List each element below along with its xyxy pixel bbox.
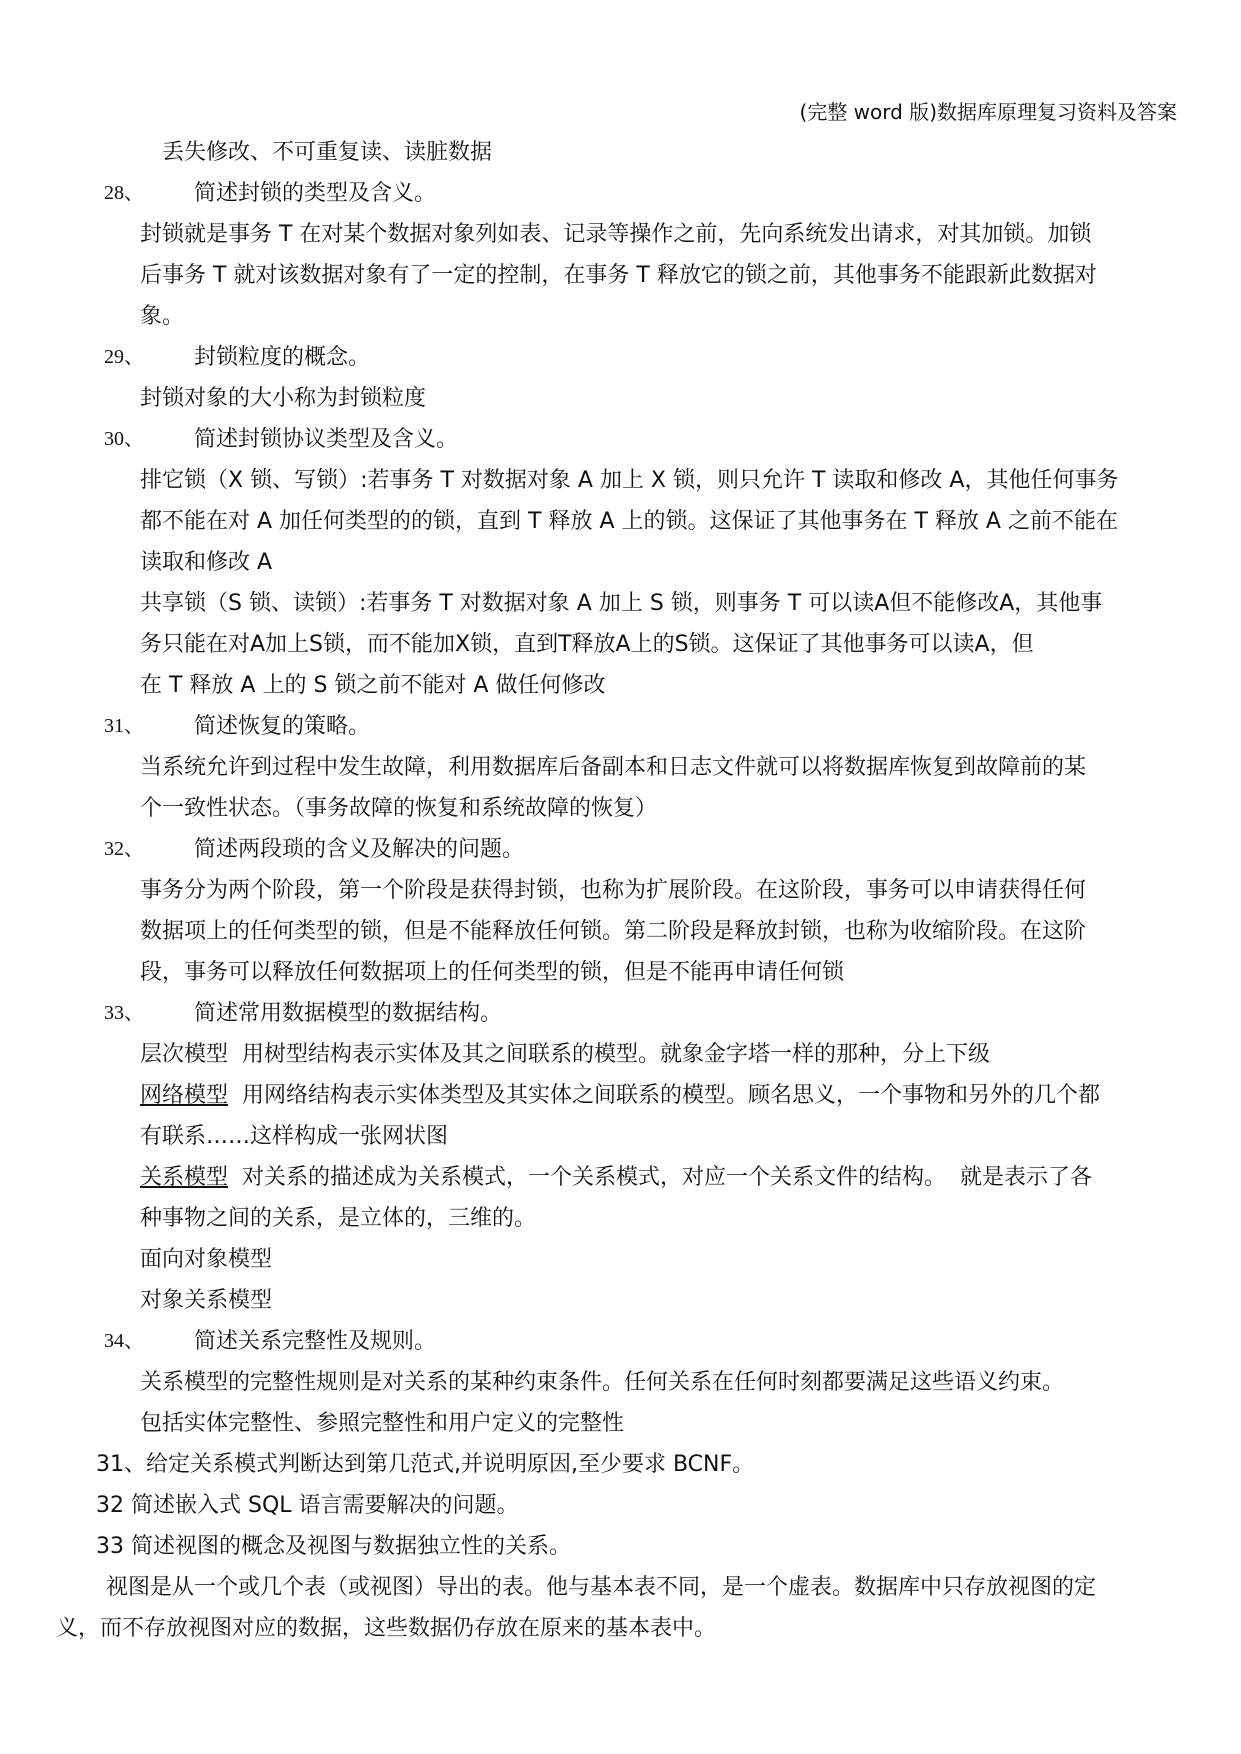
answer-line: 事务分为两个阶段，第一个阶段是获得封锁，也称为扩展阶段。在这阶段，事务可以申请获得任何 [140, 878, 1087, 903]
question-heading [96, 706, 1186, 747]
model-description [96, 1034, 1186, 1075]
answer-line: 有联系……这样构成一张网状图 [140, 1124, 449, 1149]
question-number: 33、 [104, 1002, 144, 1024]
answer-line: 都不能在对 A 加任何类型的的锁，直到 T 释放 A 上的锁。这保证了其他事务在 T 释放 A 之前不能在 [140, 509, 1118, 534]
question-heading [96, 829, 1186, 870]
model-description [96, 1075, 1186, 1116]
answer-line: 务只能在对A加上S锁，而不能加X锁，直到T释放A上的S锁。这保证了其他事务可以读A，但 [140, 632, 1034, 657]
model-description [96, 1157, 1186, 1198]
question-heading [96, 993, 1186, 1034]
answer-line: 面向对象模型 [140, 1247, 273, 1272]
document-header: (完整 word 版)数据库原理复习资料及答案 [799, 100, 1177, 124]
question-number: 29、 [104, 346, 144, 368]
question-line: 31、给定关系模式判断达到第几范式,并说明原因,至少要求 BCNF。 [96, 1452, 755, 1477]
question-number: 30、 [104, 428, 144, 450]
model-text: 对关系的描述成为关系模式，一个关系模式，对应一个关系文件的结构。 就是表示了各 [228, 1165, 1092, 1190]
answer-line: 封锁对象的大小称为封锁粒度 [140, 386, 427, 411]
question-text: 简述封锁协议类型及含义。 [194, 427, 459, 452]
answer-line: 种事物之间的关系，是立体的，三维的。 [140, 1206, 537, 1231]
question-text: 简述常用数据模型的数据结构。 [194, 1001, 503, 1026]
answer-line: 共享锁（S 锁、读锁）:若事务 T 对数据对象 A 加上 S 锁，则事务 T 可以读A但不能修改A，其他事 [140, 591, 1103, 616]
question-number: 28、 [104, 182, 144, 204]
answer-line: 后事务 T 就对该数据对象有了一定的控制，在事务 T 释放它的锁之前，其他事务不能跟新此数据对 [140, 263, 1097, 288]
answer-line: 视图是从一个或几个表（或视图）导出的表。他与基本表不同，是一个虚表。数据库中只存放视图的定 [106, 1575, 1097, 1600]
answer-line: 段，事务可以释放任何数据项上的任何类型的锁，但是不能再申请任何锁 [140, 960, 845, 985]
question-number: 32、 [104, 838, 144, 860]
question-text: 封锁粒度的概念。 [194, 345, 371, 370]
model-term: 关系模型 [140, 1165, 229, 1190]
question-number: 31、 [104, 715, 144, 737]
answer-line: 读取和修改 A [140, 550, 273, 575]
answer-line: 包括实体完整性、参照完整性和用户定义的完整性 [140, 1411, 625, 1436]
document-body [56, 132, 1186, 1649]
answer-line: 在 T 释放 A 上的 S 锁之前不能对 A 做任何修改 [140, 673, 606, 698]
answer-line: 义，而不存放视图对应的数据，这些数据仍存放在原来的基本表中。 [56, 1616, 717, 1641]
answer-line: 对象关系模型 [140, 1288, 273, 1313]
answer-line: 丢失修改、不可重复读、读脏数据 [162, 140, 493, 165]
question-text: 简述恢复的策略。 [194, 714, 371, 739]
question-heading [96, 173, 1186, 214]
question-heading [96, 337, 1186, 378]
question-line: 32 简述嵌入式 SQL 语言需要解决的问题。 [96, 1493, 519, 1518]
answer-line: 当系统允许到过程中发生故障，利用数据库后备副本和日志文件就可以将数据库恢复到故障前的某 [140, 755, 1087, 780]
question-line: 33 简述视图的概念及视图与数据独立性的关系。 [96, 1534, 571, 1559]
answer-line: 排它锁（X 锁、写锁）:若事务 T 对数据对象 A 加上 X 锁，则只允许 T 读取和修改 A，其他任何事务 [140, 468, 1119, 493]
question-text: 简述两段琐的含义及解决的问题。 [194, 837, 525, 862]
answer-line: 封锁就是事务 T 在对某个数据对象列如表、记录等操作之前，先向系统发出请求，对其加锁。加锁 [140, 222, 1092, 247]
question-number: 34、 [104, 1330, 144, 1352]
model-text: 用树型结构表示实体及其之间联系的模型。就象金字塔一样的那种，分上下级 [228, 1042, 991, 1067]
model-term: 网络模型 [140, 1083, 229, 1108]
model-term: 层次模型 [140, 1042, 229, 1067]
question-text: 简述关系完整性及规则。 [194, 1329, 437, 1354]
answer-line: 象。 [140, 304, 185, 329]
answer-line: 数据项上的任何类型的锁，但是不能释放任何锁。第二阶段是释放封锁，也称为收缩阶段。在这阶 [140, 919, 1087, 944]
question-text: 简述封锁的类型及含义。 [194, 181, 437, 206]
answer-line: 关系模型的完整性规则是对关系的某种约束条件。任何关系在任何时刻都要满足这些语义约束。 [140, 1370, 1065, 1395]
question-heading [96, 1321, 1186, 1362]
answer-line: 个一致性状态。（事务故障的恢复和系统故障的恢复） [140, 796, 658, 821]
model-text: 用网络结构表示实体类型及其实体之间联系的模型。顾名思义，一个事物和另外的几个都 [228, 1083, 1101, 1108]
question-heading [96, 419, 1186, 460]
